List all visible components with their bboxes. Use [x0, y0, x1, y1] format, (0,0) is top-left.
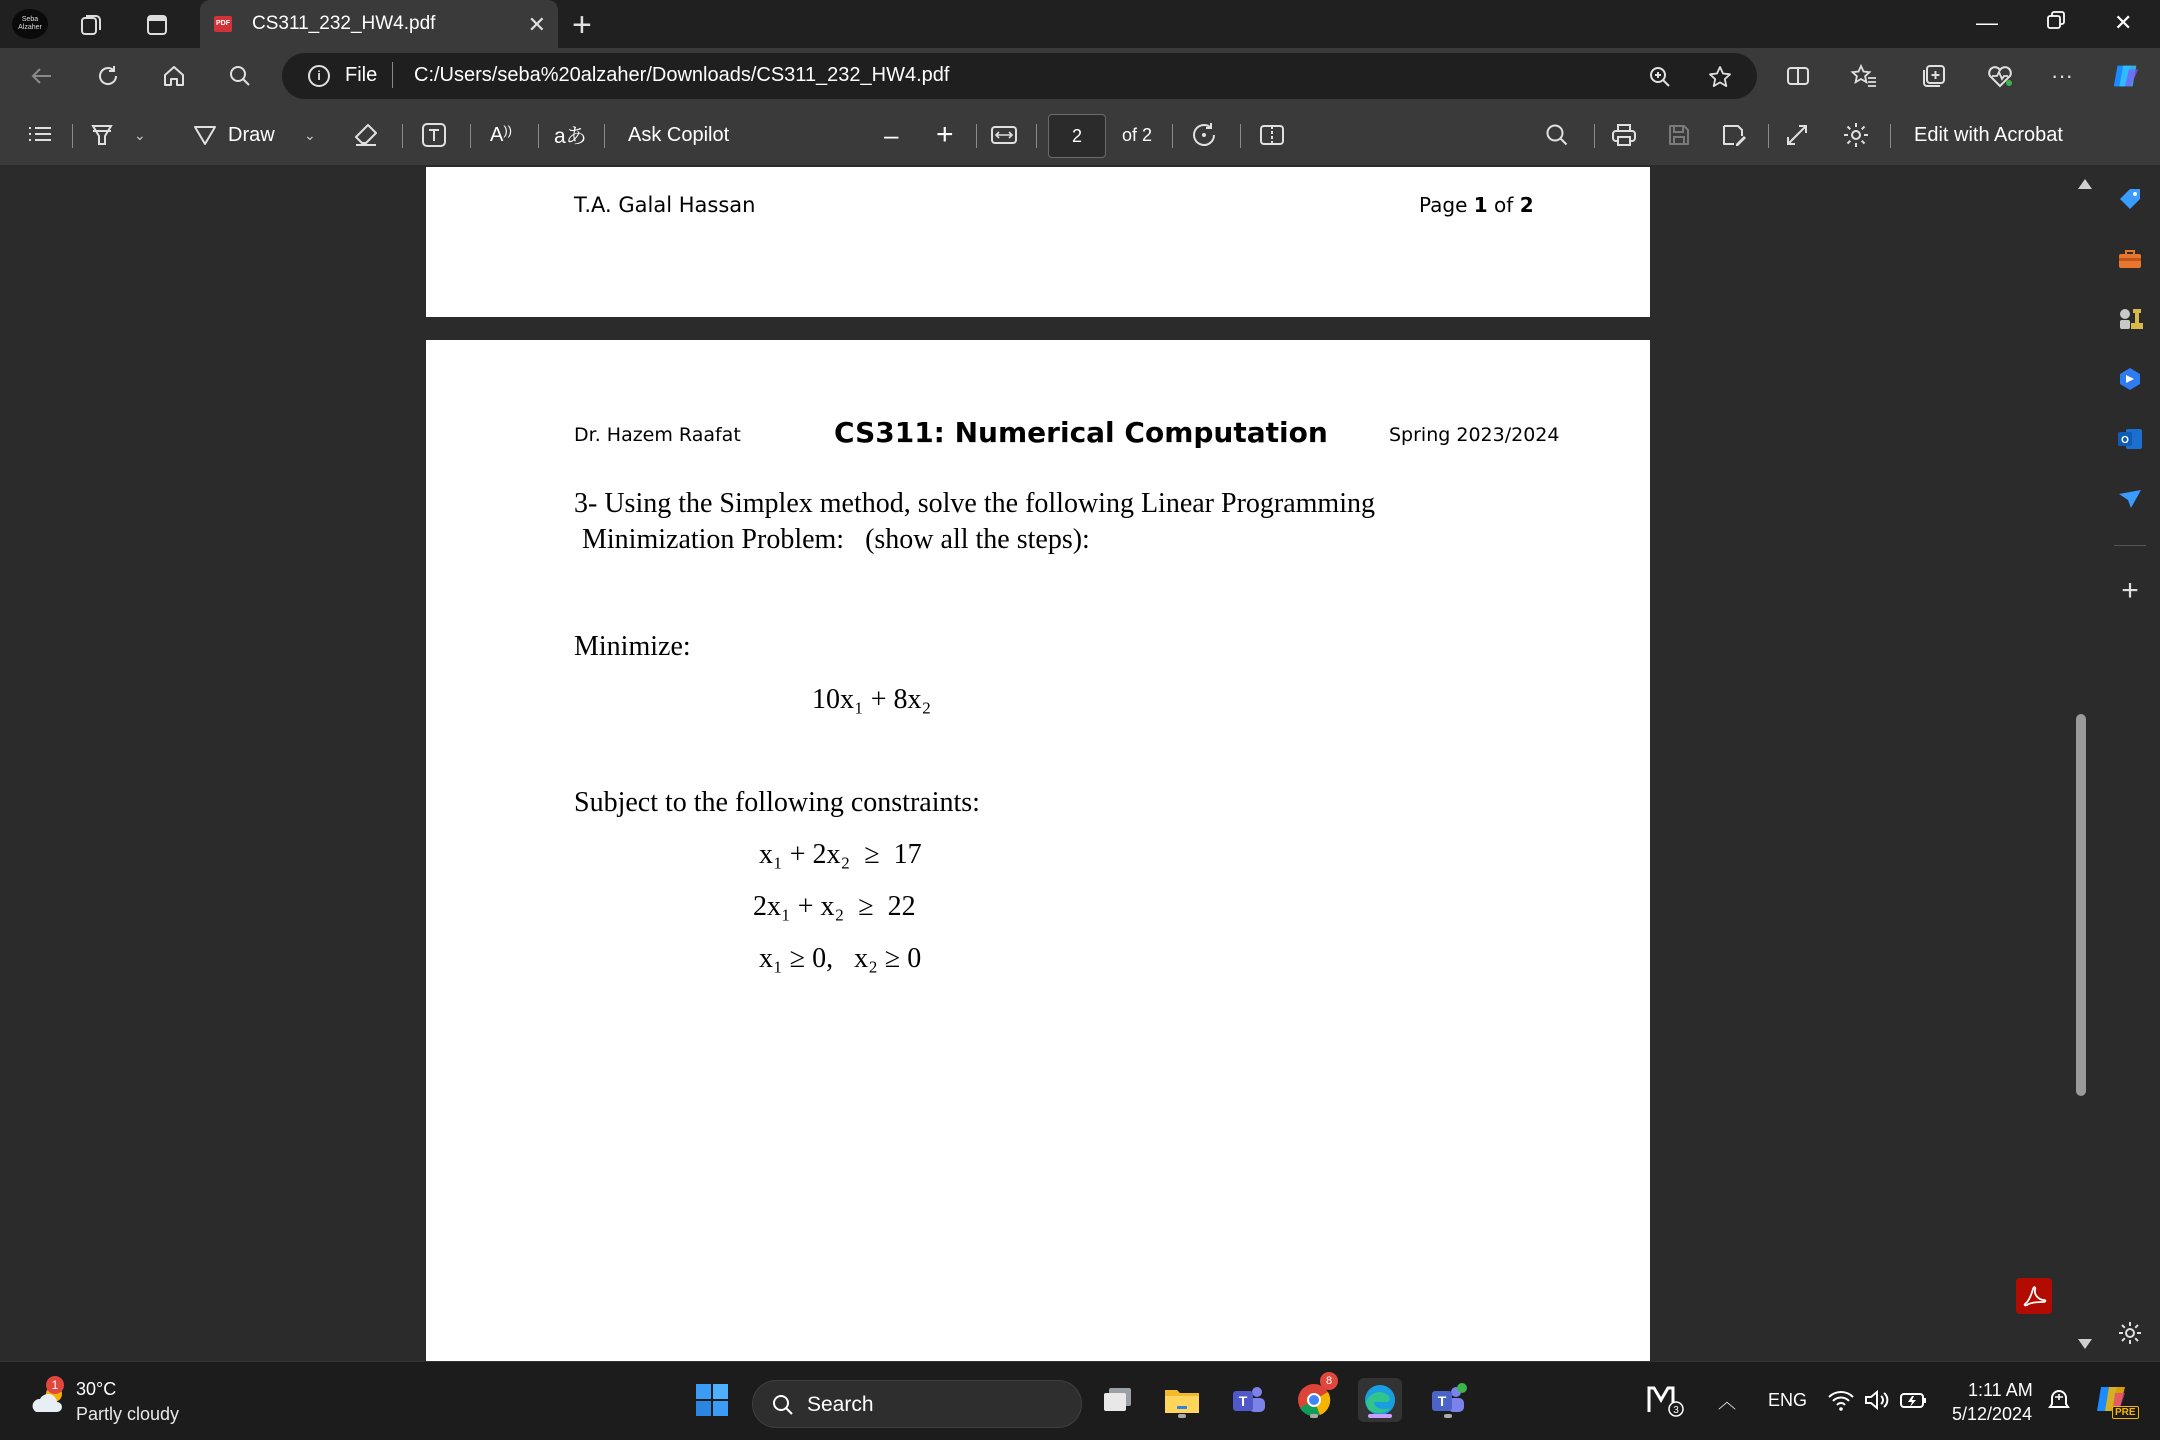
- search-icon: [771, 1393, 795, 1417]
- divider: [392, 62, 393, 88]
- divider: [470, 124, 471, 148]
- save-as-icon[interactable]: [1720, 118, 1748, 152]
- chrome-badge: 8: [1320, 1372, 1338, 1390]
- minimize-label: Minimize:: [574, 631, 691, 662]
- divider: [976, 124, 977, 148]
- running-indicator: [1444, 1414, 1452, 1418]
- profile-label: Seba Alzaher: [18, 16, 42, 31]
- weather-widget[interactable]: [28, 1380, 72, 1420]
- course-title: CS311: Numerical Computation: [834, 416, 1328, 449]
- page1-page-indicator: [1419, 193, 1534, 217]
- restore-window-button[interactable]: [2046, 10, 2066, 36]
- page-mid: of: [1487, 193, 1520, 217]
- running-indicator: [1178, 1414, 1186, 1418]
- send-drop-icon[interactable]: [2114, 483, 2146, 515]
- back-icon[interactable]: [26, 60, 58, 92]
- more-options-icon[interactable]: ···: [2051, 63, 2073, 88]
- favorites-icon[interactable]: [1848, 60, 1880, 92]
- instructor-name: Dr. Hazem Raafat: [574, 424, 741, 446]
- page-total: of 2: [1122, 124, 1153, 145]
- tab-actions-icon[interactable]: [142, 10, 172, 40]
- svg-text:O: O: [2121, 435, 2129, 446]
- draw-button[interactable]: [192, 118, 275, 152]
- tools-briefcase-icon[interactable]: [2114, 243, 2146, 275]
- volume-icon[interactable]: [1862, 1378, 1892, 1422]
- constraints-label: Subject to the following constraints:: [574, 787, 980, 818]
- acrobat-icon[interactable]: [2016, 1278, 2052, 1314]
- zoom-in-button[interactable]: +: [936, 118, 954, 151]
- close-tab-icon[interactable]: ✕: [527, 12, 546, 37]
- split-screen-icon[interactable]: [1782, 60, 1814, 92]
- language-indicator[interactable]: ENG: [1768, 1390, 1808, 1410]
- constraint-3: x₁ ≥ 0, x₂ ≥ 0: [759, 943, 922, 974]
- taskbar: [0, 1361, 2160, 1440]
- divider: [1594, 124, 1595, 148]
- weather-badge: 1: [46, 1376, 64, 1394]
- ask-copilot-button[interactable]: [628, 118, 729, 152]
- teams-work-icon[interactable]: [1426, 1378, 1470, 1422]
- home-icon[interactable]: [158, 60, 190, 92]
- svg-text:T: T: [1238, 1393, 1248, 1409]
- notification-icon[interactable]: [2044, 1378, 2074, 1422]
- weather-condition: Partly cloudy: [76, 1404, 180, 1424]
- windows-start-icon[interactable]: [690, 1378, 734, 1422]
- fit-to-width-icon[interactable]: [990, 118, 1018, 152]
- tab-active[interactable]: [200, 0, 558, 48]
- battery-icon[interactable]: [1898, 1378, 1928, 1422]
- weather-temperature: 30°C: [76, 1379, 117, 1399]
- address-bar: [0, 48, 2160, 104]
- page-prefix: Page: [1419, 193, 1474, 217]
- constraint-2: 2x₁ + x₂ ≥ 22: [753, 891, 916, 922]
- edit-with-acrobat-label: Edit with Acrobat: [1914, 123, 2063, 146]
- objective-function: 10x₁ + 8x₂: [812, 684, 932, 715]
- draw-icon: [192, 122, 218, 148]
- fullscreen-icon[interactable]: [1784, 118, 1810, 152]
- question-line-1: 3- Using the Simplex method, solve the following Linear Programming: [574, 488, 1375, 519]
- add-sidebar-app-icon[interactable]: +: [2121, 574, 2139, 607]
- page-count: 2: [1519, 193, 1534, 217]
- task-view-icon[interactable]: [1096, 1378, 1140, 1422]
- svg-text:3: 3: [1673, 1405, 1679, 1416]
- svg-text:T: T: [1437, 1393, 1447, 1409]
- taskbar-search-label: Search: [807, 1393, 874, 1416]
- sidebar-settings-icon[interactable]: [2114, 1317, 2146, 1349]
- tray-app-icon[interactable]: [1644, 1378, 1688, 1422]
- site-label: File: [345, 64, 378, 86]
- pdf-toolbar: [0, 104, 2160, 166]
- url-text[interactable]: C:/Users/seba%20alzaher/Downloads/CS311_232_HW4.pdf: [414, 64, 950, 86]
- eraser-icon[interactable]: [352, 118, 380, 152]
- refresh-icon[interactable]: [92, 60, 124, 92]
- rotate-icon[interactable]: [1190, 118, 1218, 152]
- settings-gear-icon[interactable]: [1842, 118, 1870, 152]
- tab-title: CS311_232_HW4.pdf: [252, 13, 436, 34]
- pdf-file-icon: PDF: [214, 16, 232, 32]
- collections-icon[interactable]: [1918, 60, 1950, 92]
- divider: [1172, 124, 1173, 148]
- divider: [604, 124, 605, 148]
- file-explorer-icon[interactable]: [1160, 1378, 1204, 1422]
- save-icon: [1666, 118, 1692, 152]
- edge-icon[interactable]: [1358, 1378, 1402, 1422]
- title-bar: [0, 0, 2160, 48]
- zoom-out-button[interactable]: –: [884, 119, 899, 150]
- profile-avatar[interactable]: [12, 9, 48, 39]
- scroll-up-icon[interactable]: [2078, 179, 2092, 189]
- clock-date[interactable]: 5/12/2024: [1952, 1404, 2033, 1424]
- chrome-icon[interactable]: [1292, 1375, 1336, 1422]
- edge-sidebar: [2100, 167, 2160, 1361]
- scroll-thumb[interactable]: [2076, 714, 2086, 1096]
- draw-label: Draw: [228, 123, 275, 146]
- teams-icon[interactable]: [1226, 1378, 1270, 1422]
- find-icon[interactable]: [1544, 118, 1570, 152]
- address-field[interactable]: [282, 53, 1757, 99]
- print-icon[interactable]: [1610, 118, 1638, 152]
- games-chess-icon[interactable]: [2114, 303, 2146, 335]
- browser-essentials-icon[interactable]: [1984, 60, 2016, 92]
- divider: [402, 124, 403, 148]
- search-icon[interactable]: [224, 60, 256, 92]
- divider: [1240, 124, 1241, 148]
- scroll-down-icon[interactable]: [2078, 1339, 2092, 1349]
- copilot-icon[interactable]: [2110, 60, 2142, 92]
- ask-copilot-label: Ask Copilot: [628, 123, 730, 146]
- pdf-page-1: [426, 167, 1650, 317]
- taskbar-search[interactable]: [752, 1380, 1082, 1428]
- edit-with-acrobat-button[interactable]: [1914, 118, 2063, 152]
- divider: [1890, 124, 1891, 148]
- question-line-2: Minimization Problem: (show all the steps):: [582, 524, 1090, 555]
- pdf-viewer[interactable]: [0, 167, 2100, 1361]
- workspaces-icon[interactable]: [76, 10, 106, 40]
- copilot-sidebar-icon[interactable]: [2114, 363, 2146, 395]
- page-current: 1: [1473, 193, 1488, 217]
- copilot-preview-icon[interactable]: [2090, 1378, 2134, 1422]
- running-indicator: [1310, 1414, 1318, 1418]
- page1-author: T.A. Galal Hassan: [574, 193, 756, 217]
- page-number-input[interactable]: 2: [1048, 114, 1106, 158]
- term-label: Spring 2023/2024: [1389, 424, 1560, 446]
- highlight-dropdown-icon[interactable]: ⌄: [134, 126, 146, 143]
- minimize-window-button[interactable]: —: [1976, 10, 1998, 35]
- show-hidden-icons-icon[interactable]: ︿: [1718, 1392, 1736, 1412]
- page-total-label: [1122, 118, 1152, 152]
- draw-dropdown-icon[interactable]: ⌄: [304, 126, 316, 143]
- zoom-icon[interactable]: [1646, 63, 1674, 91]
- contents-icon[interactable]: [26, 118, 54, 152]
- shopping-tag-icon[interactable]: [2114, 183, 2146, 215]
- pdf-page-2: [426, 340, 1650, 1361]
- active-indicator: [1368, 1414, 1392, 1418]
- read-aloud-icon[interactable]: A )): [490, 122, 513, 146]
- divider: [1036, 124, 1037, 148]
- divider: [72, 124, 73, 148]
- highlight-icon[interactable]: [88, 118, 116, 152]
- outlook-icon[interactable]: [2114, 423, 2146, 455]
- wifi-icon[interactable]: [1826, 1378, 1856, 1422]
- new-tab-button[interactable]: +: [572, 6, 592, 44]
- translate-icon[interactable]: aあ: [554, 125, 587, 148]
- divider: [538, 124, 539, 148]
- page-view-icon[interactable]: [1258, 118, 1286, 152]
- close-window-button[interactable]: ✕: [2114, 10, 2133, 35]
- clock-time[interactable]: 1:11 AM: [1968, 1380, 2033, 1400]
- pre-badge: PRE: [2112, 1406, 2139, 1419]
- add-text-icon[interactable]: [420, 118, 448, 152]
- divider: [1768, 124, 1769, 148]
- site-info-icon[interactable]: i: [308, 65, 330, 87]
- divider: [2114, 545, 2146, 546]
- favorite-star-icon[interactable]: [1706, 63, 1734, 91]
- constraint-1: x₁ + 2x₂ ≥ 17: [759, 839, 922, 870]
